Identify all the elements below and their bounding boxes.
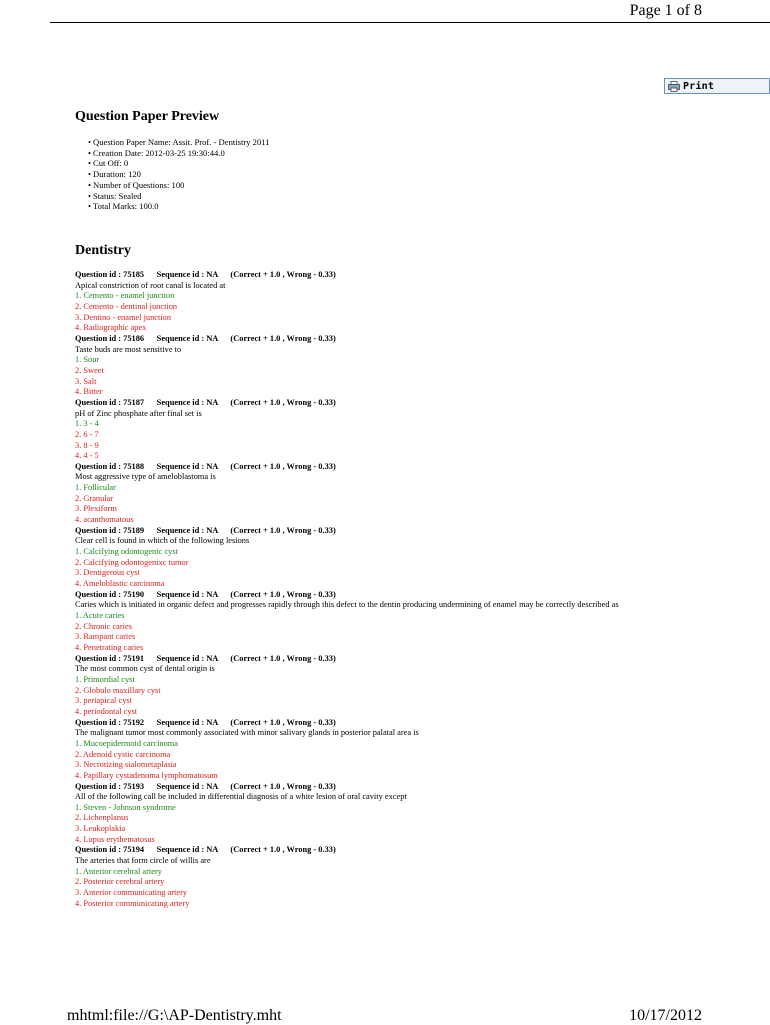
question-header: Question id : 75194 Sequence id : NA (Correct + 1.0 , Wrong - 0.33) bbox=[75, 845, 336, 855]
printer-icon bbox=[668, 81, 680, 92]
question-text: Most aggressive type of ameloblastoma is bbox=[75, 472, 216, 482]
question-text: pH of Zinc phosphate after final set is bbox=[75, 408, 202, 418]
meta-item: • Status: Sealed bbox=[75, 191, 270, 202]
print-button[interactable] bbox=[664, 78, 770, 94]
option: 2. Granular bbox=[75, 493, 114, 503]
option: 3. Rampant caries bbox=[75, 632, 136, 642]
option: 4. Ameloblastic carcinoma bbox=[75, 579, 165, 589]
option: 4. 4 - 5 bbox=[75, 451, 99, 461]
option: 2. Cemento - dentinal junction bbox=[75, 301, 178, 311]
option-correct: 1. Primordial cyst bbox=[75, 674, 135, 684]
question-text: All of the following call be included in differential diagnosis of a white lesion of oral cavity except bbox=[75, 792, 407, 802]
question-text: Apical constriction of root canal is located at bbox=[75, 280, 226, 290]
preview-title: Question Paper Preview bbox=[75, 109, 220, 124]
question-header: Question id : 75186 Sequence id : NA (Correct + 1.0 , Wrong - 0.33) bbox=[75, 333, 336, 343]
footer-path: mhtml:file://G:\AP-Dentistry.mht bbox=[67, 1007, 282, 1024]
question-block bbox=[75, 334, 755, 398]
section-title: Dentistry bbox=[75, 243, 131, 258]
question-text: Caries which is initiated in organic defect and progresses rapidly through this defect to the dentin producing undermining of enamel may be correctly described as bbox=[75, 600, 619, 610]
question-header: Question id : 75190 Sequence id : NA (Correct + 1.0 , Wrong - 0.33) bbox=[75, 589, 336, 599]
meta-item: • Question Paper Name: Assit. Prof. - Dentistry 2011 bbox=[75, 137, 270, 148]
option: 2. Sweet bbox=[75, 365, 104, 375]
option: 3. Leukoplakia bbox=[75, 824, 126, 834]
option: 2. Adenoid cystic carcinoma bbox=[75, 749, 171, 759]
option: 4. periodontal cyst bbox=[75, 706, 138, 716]
option: 4. Papillary cystadenoma lymphomatosum bbox=[75, 770, 218, 780]
question-block bbox=[75, 654, 755, 718]
option-correct: 1. Follicular bbox=[75, 483, 116, 493]
option: 4. Lupus erythematosus bbox=[75, 834, 155, 844]
question-block bbox=[75, 590, 755, 654]
question-header: Question id : 75188 Sequence id : NA (Correct + 1.0 , Wrong - 0.33) bbox=[75, 461, 336, 471]
question-header: Question id : 75193 Sequence id : NA (Correct + 1.0 , Wrong - 0.33) bbox=[75, 781, 336, 791]
option: 4. Bitter bbox=[75, 387, 103, 397]
option: 3. Anterior communicating artery bbox=[75, 888, 188, 898]
page-number: Page 1 of 8 bbox=[629, 2, 702, 19]
meta-item: • Number of Questions: 100 bbox=[75, 180, 270, 191]
option: 2. Lichenplanus bbox=[75, 813, 129, 823]
option: 2. Calcifying odontogenixc tumor bbox=[75, 557, 189, 567]
option: 4. Posterior communicating artery bbox=[75, 898, 190, 908]
question-block bbox=[75, 398, 755, 462]
option: 4. acanthomatous bbox=[75, 515, 134, 525]
option-correct: 1. Cemento - enamel junction bbox=[75, 291, 175, 301]
option: 4. Radiographic apex bbox=[75, 323, 147, 333]
option: 3. Dentino - enamel junction bbox=[75, 312, 172, 322]
meta-item: • Total Marks: 100.0 bbox=[75, 201, 270, 212]
question-text: The most common cyst of dental origin is bbox=[75, 664, 215, 674]
question-block bbox=[75, 270, 755, 334]
option: 3. Plexiform bbox=[75, 504, 117, 514]
question-text: Clear cell is found in which of the following lesions bbox=[75, 536, 250, 546]
option-correct: 1. Acute caries bbox=[75, 611, 125, 620]
option: 2. Globulo maxillary cyst bbox=[75, 685, 161, 695]
question-block bbox=[75, 718, 755, 782]
meta-item: • Cut Off: 0 bbox=[75, 158, 270, 169]
question-header: Question id : 75192 Sequence id : NA (Correct + 1.0 , Wrong - 0.33) bbox=[75, 717, 336, 727]
option-correct: 1. Sour bbox=[75, 355, 100, 365]
question-header: Question id : 75187 Sequence id : NA (Correct + 1.0 , Wrong - 0.33) bbox=[75, 397, 336, 407]
question-block bbox=[75, 526, 755, 590]
option-correct: 1. 3 - 4 bbox=[75, 419, 99, 429]
question-text: Taste buds are most sensitive to bbox=[75, 344, 182, 354]
question-header: Question id : 75191 Sequence id : NA (Correct + 1.0 , Wrong - 0.33) bbox=[75, 653, 336, 663]
meta-item: • Creation Date: 2012-03-25 19:30:44.0 bbox=[75, 148, 270, 159]
option: 3. Salt bbox=[75, 376, 97, 386]
question-list bbox=[75, 270, 755, 909]
option: 2. Chronic caries bbox=[75, 621, 132, 631]
footer-date: 10/17/2012 bbox=[629, 1007, 702, 1024]
question-block bbox=[75, 462, 755, 526]
question-block bbox=[75, 782, 755, 846]
question-text: The arteries that form circle of willis are bbox=[75, 856, 211, 866]
print-button-label: Print bbox=[683, 80, 715, 92]
option-correct: 1. Anterior cerebral artery bbox=[75, 866, 162, 876]
option: 2. 6 - 7 bbox=[75, 429, 99, 439]
option: 3. periapical cyst bbox=[75, 696, 132, 706]
option: 3. Necrotizing sialometaplasia bbox=[75, 760, 177, 770]
option-correct: 1. Calcifying odontogenic cyst bbox=[75, 547, 178, 557]
option: 4. Penetrating caries bbox=[75, 642, 144, 652]
option-correct: 1. Steven - Johnson syndrome bbox=[75, 802, 176, 812]
option: 3. 8 - 9 bbox=[75, 440, 99, 450]
meta-item: • Duration: 120 bbox=[75, 169, 270, 180]
header-divider bbox=[50, 22, 770, 23]
paper-meta-list bbox=[75, 137, 270, 212]
question-text: The malignant tumor most commonly associated with minor salivary glands in posterior palatal area is bbox=[75, 728, 419, 738]
question-header: Question id : 75185 Sequence id : NA (Correct + 1.0 , Wrong - 0.33) bbox=[75, 270, 336, 279]
option: 2. Posterior cerebral artery bbox=[75, 877, 165, 887]
option: 3. Dentigerous cyst bbox=[75, 568, 140, 578]
option-correct: 1. Mucoepidermoid carcinoma bbox=[75, 738, 179, 748]
question-block bbox=[75, 845, 755, 909]
question-header: Question id : 75189 Sequence id : NA (Correct + 1.0 , Wrong - 0.33) bbox=[75, 525, 336, 535]
